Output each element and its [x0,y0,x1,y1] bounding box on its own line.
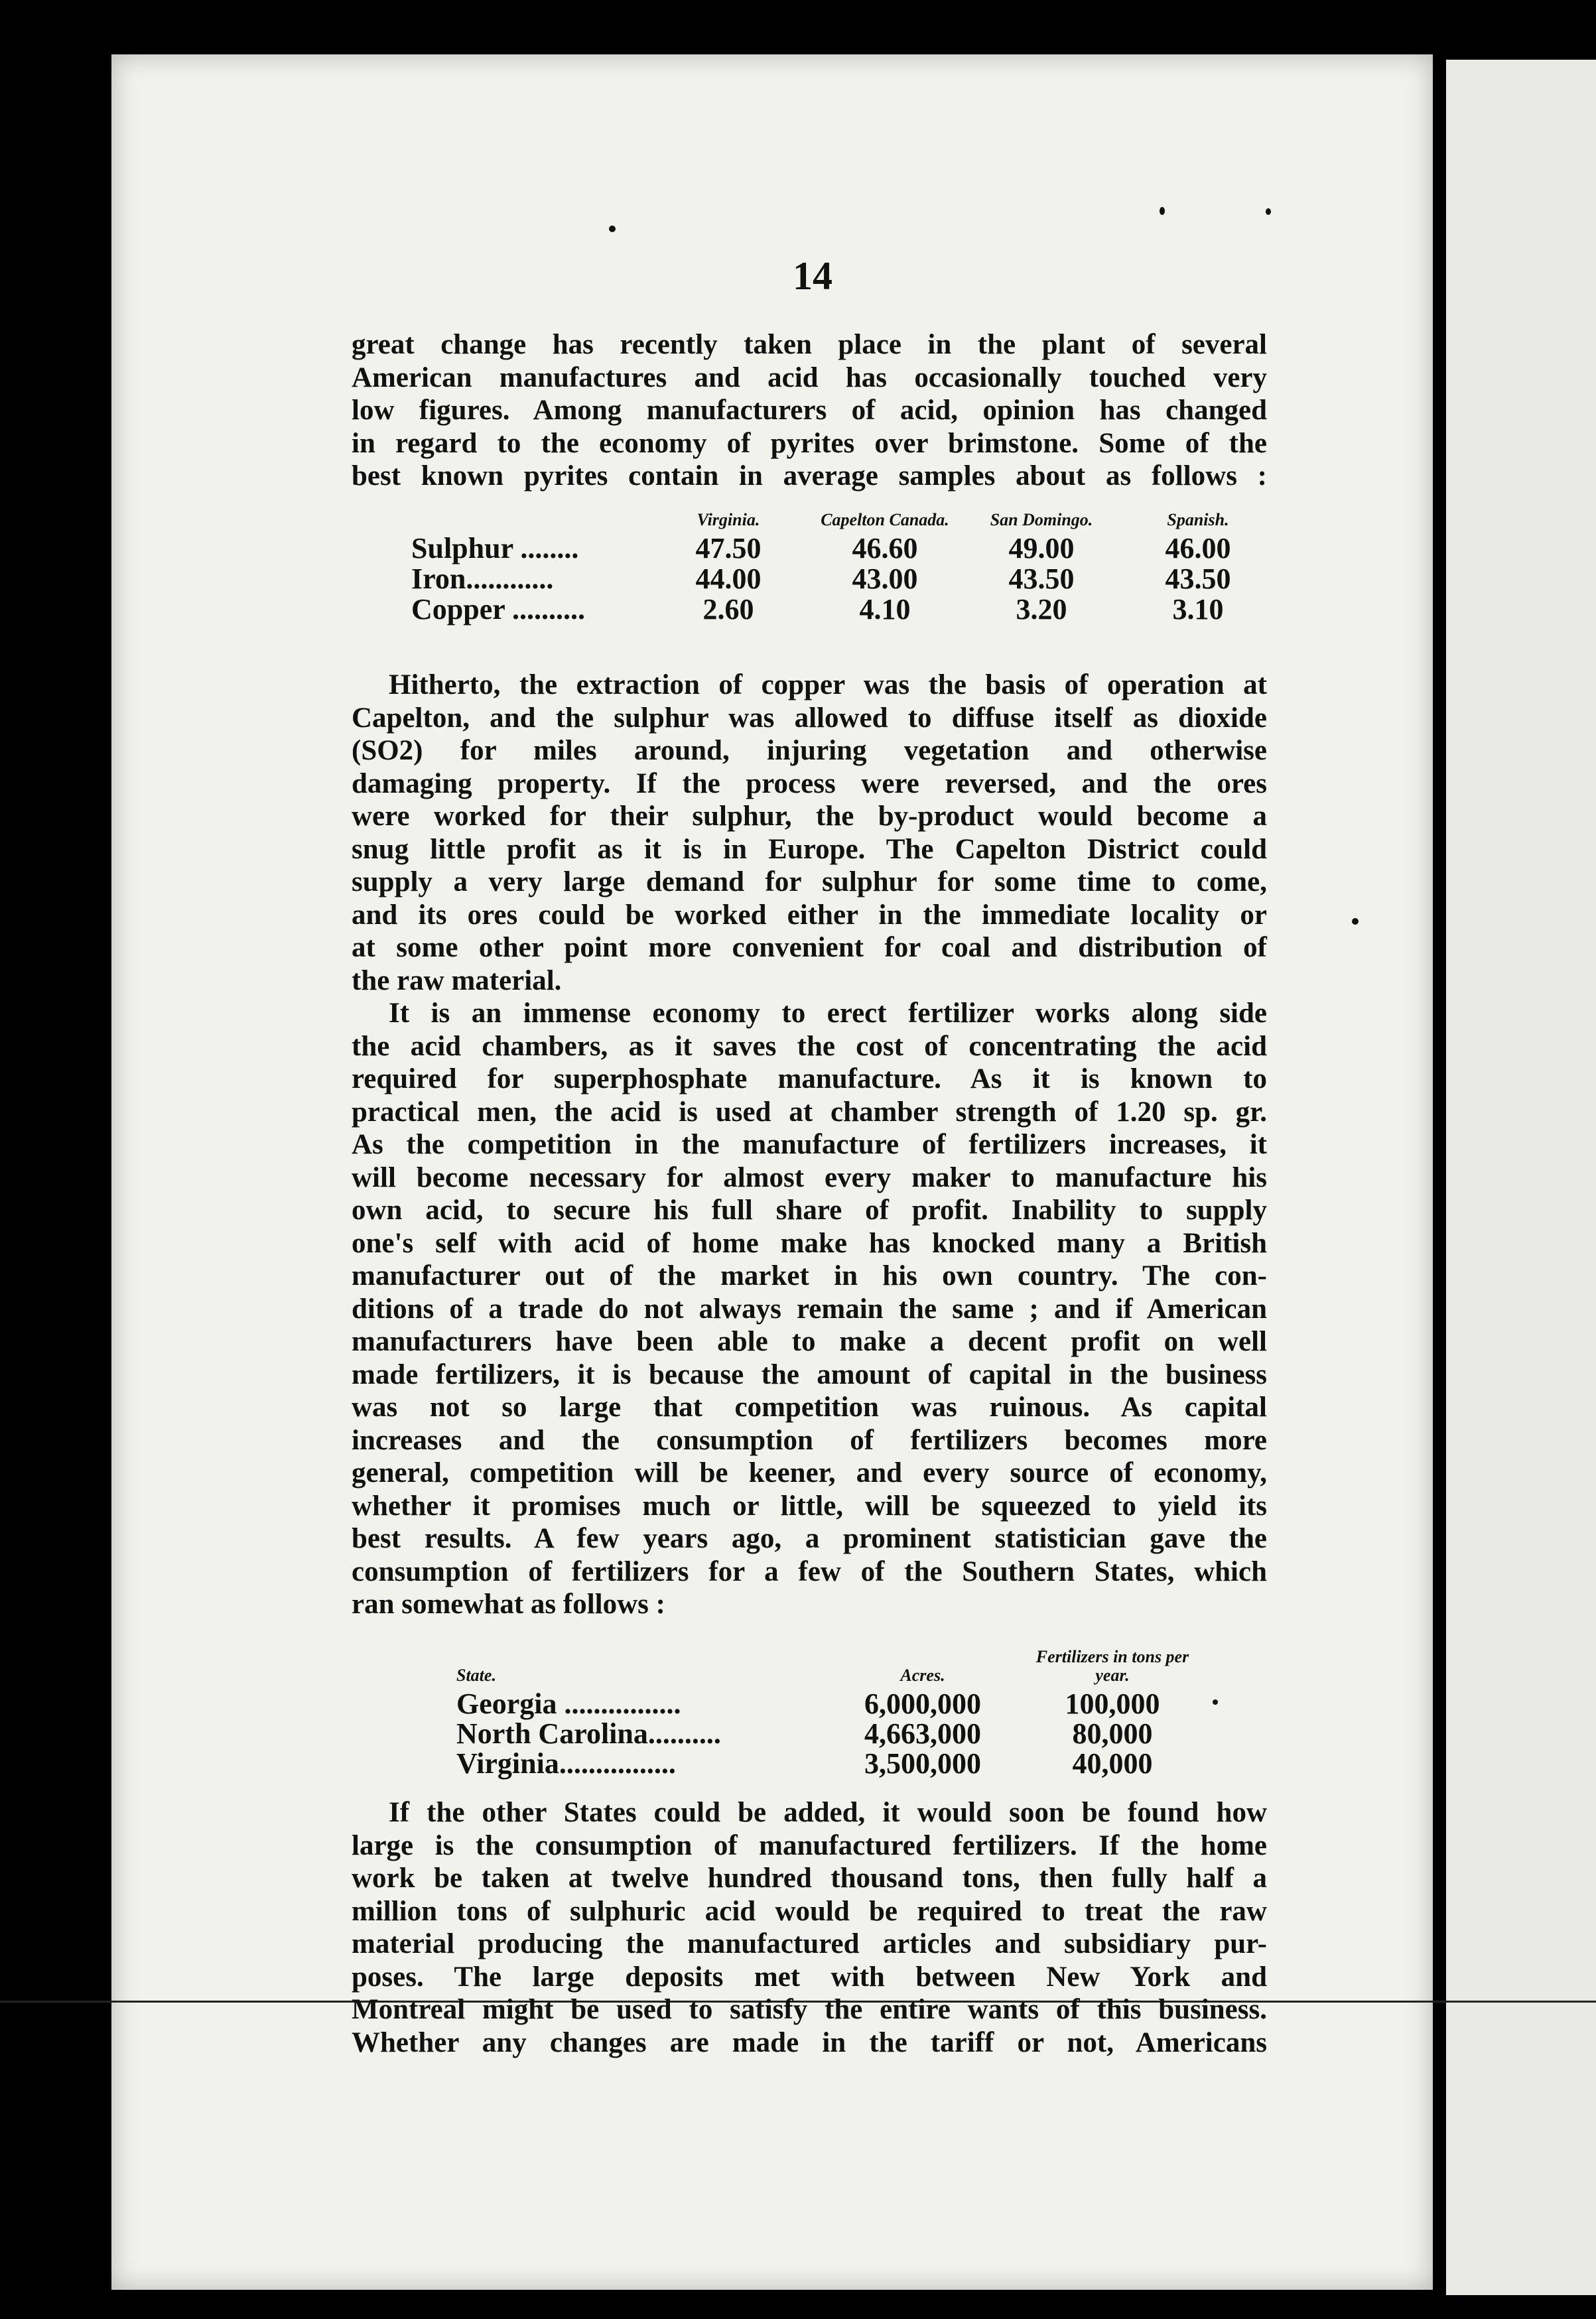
text-line: made fertilizers, it is because the amount of capital in the business [352,1358,1267,1390]
table-header: San Domingo. [990,510,1093,529]
scan-speck [1213,1699,1218,1705]
table-cell: 6,000,000 [864,1688,981,1720]
text-line: was not so large that competition was ruinous. As capital [352,1392,1267,1423]
row-label: North Carolina.......... [456,1717,721,1750]
paragraph [352,669,1267,997]
table-header: Spanish. [1167,510,1229,529]
adjacent-page-edge [1446,60,1596,2295]
text-line: American manufactures and acid has occasionally touched very [352,362,1267,393]
table-header: Capelton Canada. [821,510,949,529]
row-label: Virginia................ [456,1747,676,1780]
text-line: the acid chambers, as it saves the cost of concentrating the acid [352,1030,1267,1062]
page-number: 14 [793,254,832,298]
table-row [456,1689,1207,1719]
pyrites-composition-table [411,511,1276,625]
text-line: damaging property. If the process were reversed, and the ores [352,767,1267,799]
table-cell: 2.60 [702,593,754,626]
paragraph-bottom [352,1796,1267,2059]
text-line: the raw material. [352,964,562,996]
table-cell: 3,500,000 [864,1747,981,1780]
text-line: Capelton, and the sulphur was allowed to diffuse itself as dioxide [352,702,1267,734]
table-cell: 4.10 [859,593,911,626]
text-line: were worked for their sulphur, the by-product would become a [352,801,1267,832]
scan-speck [1160,207,1165,215]
text-line: best known pyrites contain in average samples about as follows : [352,460,1267,492]
scan-speck [609,226,616,232]
text-line: million tons of sulphuric acid would be required to treat the raw [352,1895,1267,1927]
paragraph-middle [352,669,1267,1621]
text-line: whether it promises much or little, will be squeezed to yield its [352,1490,1267,1522]
table-cell: 3.20 [1016,593,1067,626]
text-line: manufacturers have been able to make a decent profit on well [352,1326,1267,1357]
text-line: material producing the manufactured articles and subsidiary pur- [352,1928,1267,1959]
table-header-row [456,1648,1207,1689]
scan-speck [1352,918,1359,925]
text-line: poses. The large deposits met with between New York and [352,1961,1267,1993]
text-line: required for superphosphate manufacture. As it is known to [352,1063,1267,1094]
table-header: Fertilizers in tons per year. [1035,1647,1189,1685]
row-label: Copper .......... [411,593,585,626]
text-line: It is an immense economy to erect fertilizer works along side [389,998,1267,1029]
table-row [411,533,1276,564]
text-line: consumption of fertilizers for a few of the Southern States, which [352,1556,1267,1587]
text-line: work be taken at twelve hundred thousand tons, then fully half a [352,1863,1267,1894]
table-cell: 4,663,000 [864,1717,981,1750]
paragraph [352,1796,1267,2059]
text-line: As the competition in the manufacture of fertilizers increases, it [352,1129,1267,1160]
text-line: general, competition will be keener, and every source of economy, [352,1457,1267,1489]
fertilizer-consumption-table [456,1648,1207,1778]
page-gutter [1434,0,1445,2319]
text-line: Whether any changes are made in the tariff or not, Americans [352,2026,1267,2058]
table-header: Acres. [900,1666,945,1685]
table-header-blank [411,511,650,533]
paragraph-top [352,328,1267,493]
table-row [456,1719,1207,1749]
table-cell: 43.00 [852,563,918,595]
text-line: snug little profit as it is in Europe. The Capelton District could [352,833,1267,865]
text-line: in regard to the economy of pyrites over brimstone. Some of the [352,427,1267,459]
text-line: supply a very large demand for sulphur for some time to come, [352,866,1267,897]
row-label: Sulphur ........ [411,532,579,564]
text-line: own acid, to secure his full share of profit. Inability to supply [352,1195,1267,1226]
table-cell: 80,000 [1072,1717,1153,1750]
text-line: ditions of a trade do not always remain the same ; and if American [352,1293,1267,1325]
table-cell: 43.50 [1165,563,1231,595]
text-line: manufacturer out of the market in his own country. The con- [352,1260,1267,1292]
table-cell: 46.60 [852,532,918,564]
table-row [411,594,1276,625]
table-cell: 44.00 [695,563,762,595]
text-line: (SO2) for miles around, injuring vegetation and otherwise [352,735,1267,766]
text-line: at some other point more convenient for coal and distribution of [352,932,1267,963]
table-cell: 43.50 [1008,563,1075,595]
table-cell: 49.00 [1008,532,1075,564]
text-line: practical men, the acid is used at chamber strength of 1.20 sp. gr. [352,1096,1267,1128]
text-line: one's self with acid of home make has knocked many a British [352,1227,1267,1259]
text-line: low figures. Among manufacturers of acid, opinion has changed [352,395,1267,426]
text-line: increases and the consumption of fertilizers becomes more [352,1424,1267,1456]
text-line: and its ores could be worked either in the immediate locality or [352,899,1267,931]
table-header-row [411,511,1276,533]
text-line: Hitherto, the extraction of copper was the basis of operation at [389,669,1267,700]
text-line: large is the consumption of manufactured fertilizers. If the home [352,1829,1267,1861]
table-cell: 40,000 [1072,1747,1153,1780]
paragraph [352,328,1267,493]
row-label: Iron............ [411,563,554,595]
table-row [456,1749,1207,1778]
table-cell: 47.50 [695,532,762,564]
row-label: Georgia ................ [456,1688,681,1720]
text-line: great change has recently taken place in the plant of several [352,329,1267,360]
text-line: ran somewhat as follows : [352,1589,665,1620]
table-cell: 46.00 [1165,532,1231,564]
text-line: Montreal might be used to satisfy the entire wants of this business. [352,1994,1267,2025]
table-row [411,564,1276,594]
table-header: State. [456,1666,496,1685]
table-cell: 3.10 [1172,593,1224,626]
paragraph [352,997,1267,1621]
table-cell: 100,000 [1065,1688,1160,1720]
scan-speck [1266,208,1271,215]
text-line: If the other States could be added, it would soon be found how [389,1797,1267,1828]
text-line: will become necessary for almost every maker to manufacture his [352,1161,1267,1193]
text-line: best results. A few years ago, a prominent statistician gave the [352,1523,1267,1554]
table-header: Virginia. [697,510,760,529]
